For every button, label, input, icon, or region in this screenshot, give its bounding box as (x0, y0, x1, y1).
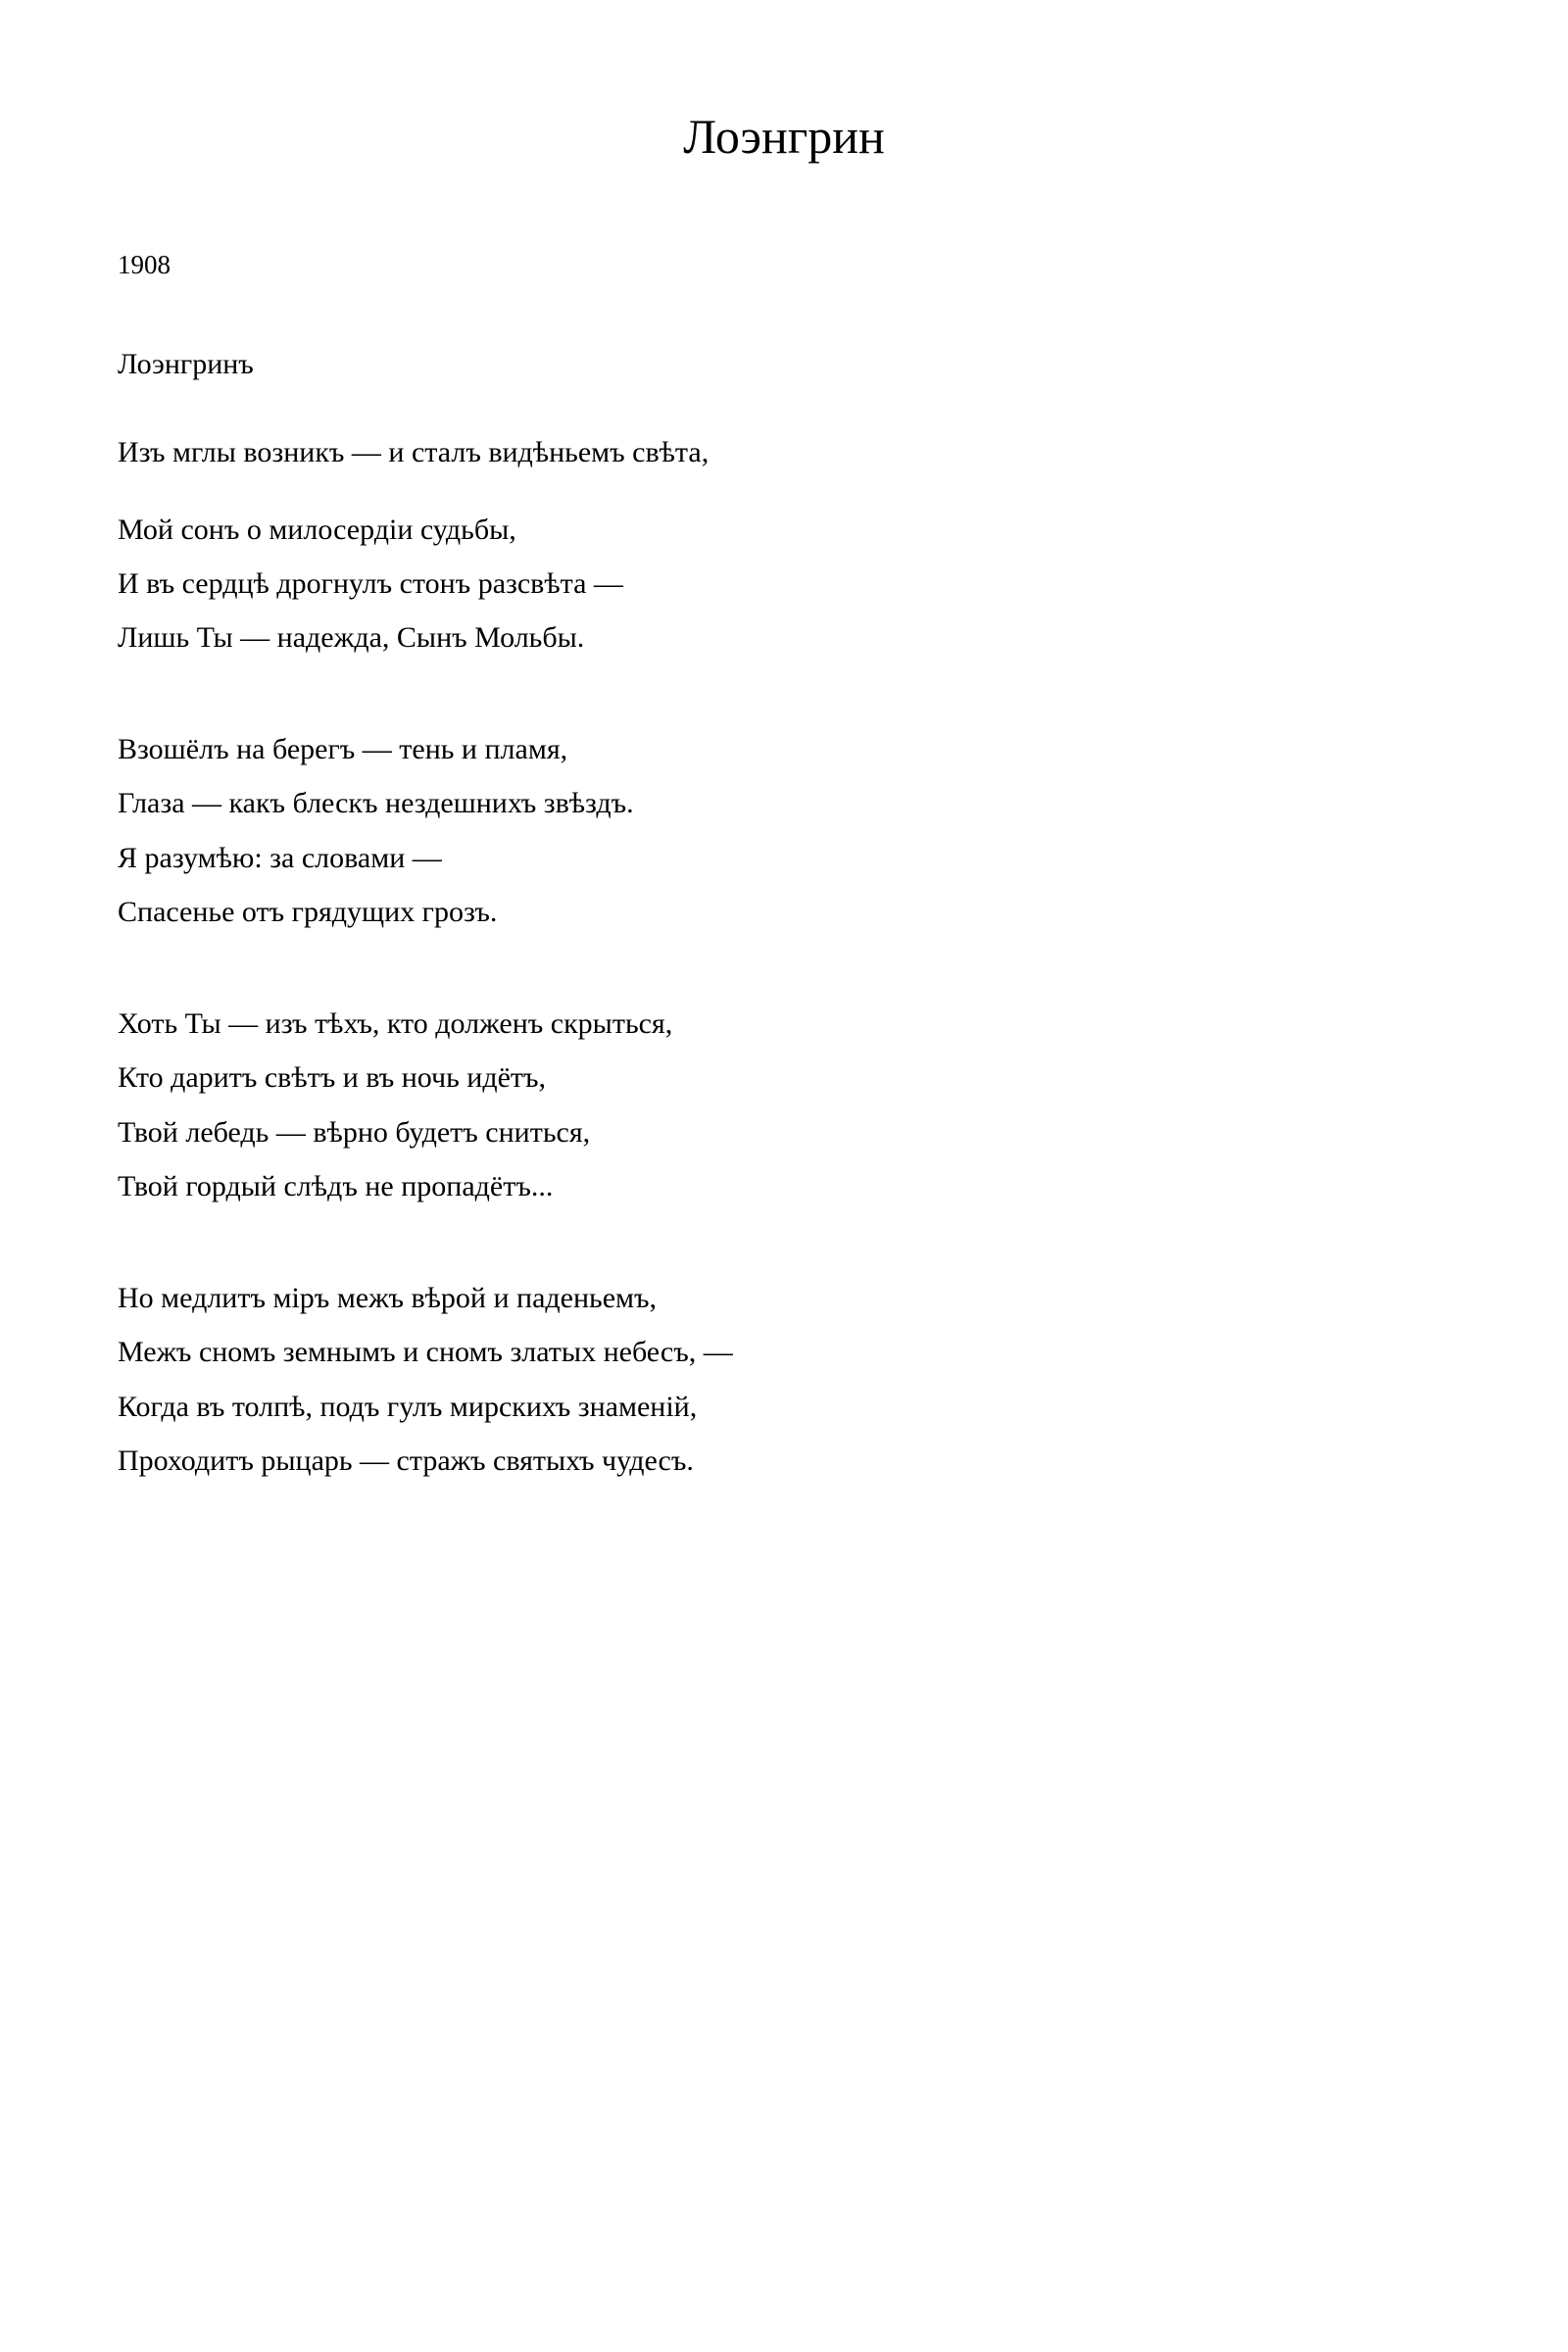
intro-line: Изъ мглы возникъ — и сталъ видѣньемъ свѣта, (118, 436, 710, 468)
stanza-1-line-2: И въ сердцѣ дрогнулъ стонъ разсвѣта — (118, 567, 623, 600)
poem-subtitle: Лоэнгринъ (118, 348, 254, 380)
stanza-3-line-2: Кто даритъ свѣтъ и въ ночь идётъ, (118, 1061, 547, 1094)
stanza-3-line-4: Твой гордый слѣдъ не пропадётъ... (118, 1170, 554, 1202)
poem-year: 1908 (118, 250, 171, 279)
stanza-4-line-1: Но медлитъ міръ межъ вѣрой и паденьемъ, (118, 1282, 658, 1314)
page-title: Лоэнгрин (683, 109, 885, 164)
stanza-2-line-3: Я разумѣю: за словами — (118, 842, 442, 874)
stanza-2-line-1: Взошёлъ на берегъ — тень и пламя, (118, 733, 568, 765)
stanza-2-line-2: Глаза — какъ блескъ нездешнихъ звѣздъ. (118, 787, 634, 819)
stanza-2-line-4: Спасенье отъ грядущих грозъ. (118, 896, 498, 928)
stanza-1-line-1: Мой сонъ о милосердіи судьбы, (118, 514, 516, 546)
stanza-3-line-1: Хоть Ты — изъ тѣхъ, кто долженъ скрыться, (118, 1007, 673, 1040)
stanza-1-line-3: Лишь Ты — надежда, Сынъ Мольбы. (118, 621, 585, 654)
stanza-4-line-3: Когда въ толпѣ, подъ гулъ мирскихъ знаменій, (118, 1391, 698, 1423)
stanza-4-line-2: Межъ сномъ земнымъ и сномъ златых небесъ, — (118, 1336, 733, 1368)
stanza-3-line-3: Твой лебедь — вѣрно будетъ сниться, (118, 1116, 591, 1149)
stanza-4-line-4: Проходитъ рыцарь — стражъ святыхъ чудесъ. (118, 1445, 694, 1477)
